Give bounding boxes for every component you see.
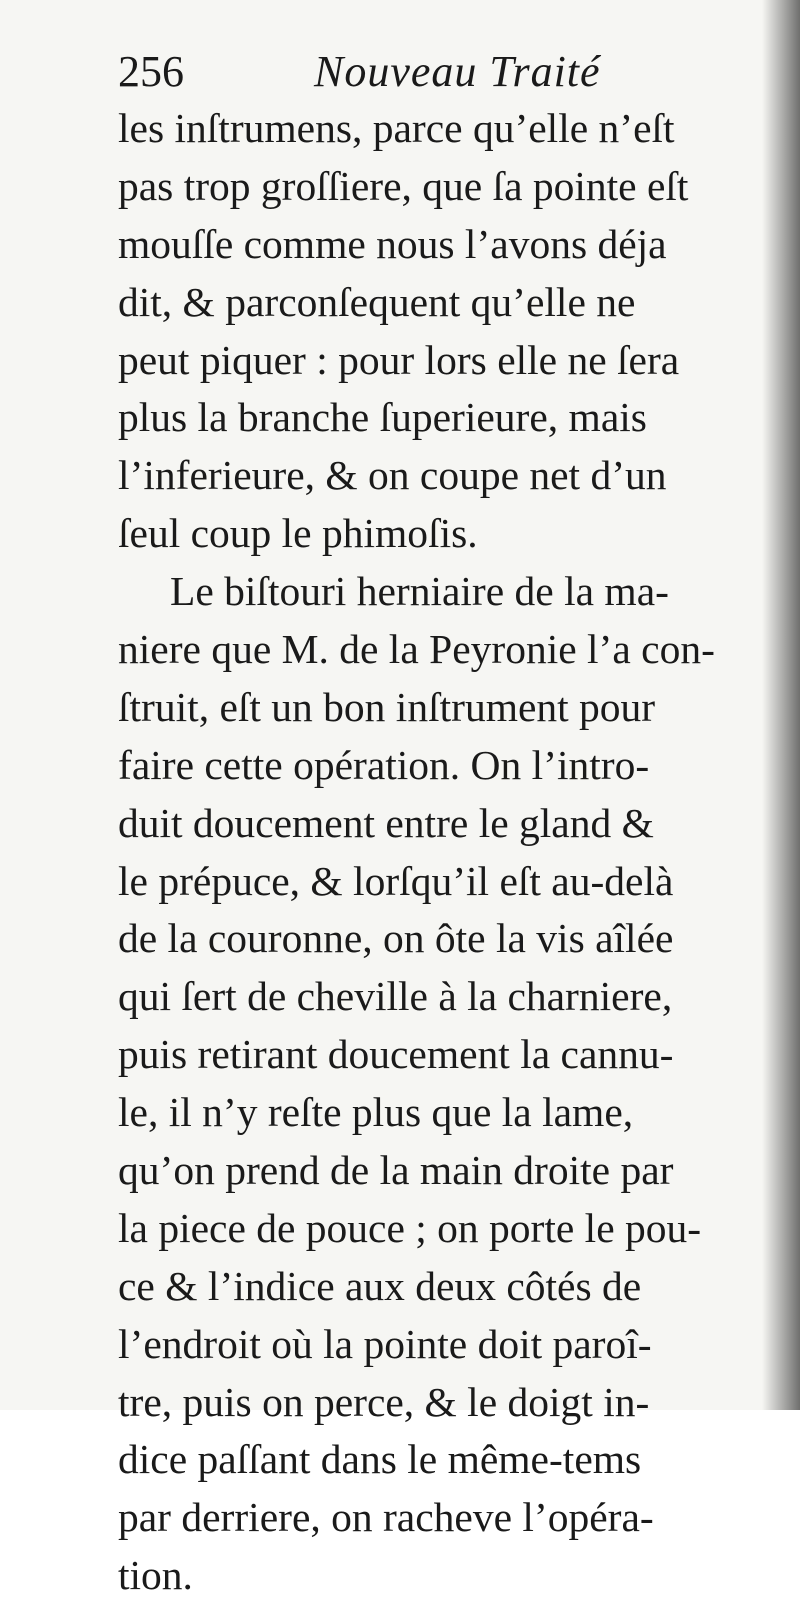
text-line: les inſtrumens, parce qu’elle n’eſt: [118, 105, 675, 151]
text-line: ce & l’indice aux deux côtés de: [118, 1262, 642, 1309]
page-header: [118, 42, 678, 102]
text-line: la piece de pouce ; on porte le pou-: [118, 1204, 702, 1251]
text-line: tion.: [118, 1552, 193, 1599]
text-line: dice paſſant dans le même-tems: [118, 1436, 642, 1483]
text-line: l’inferieure, & on coupe net d’un: [118, 452, 667, 499]
text-line: puis retirant doucement la cannu-: [118, 1031, 674, 1078]
text-line: ſeul coup le phimoſis.: [118, 510, 478, 557]
text-line: dit, & parconſequent qu’elle ne: [118, 278, 636, 325]
text-line: de la couronne, on ôte la vis aîlée: [118, 915, 674, 962]
text-line: le prépuce, & lorſqu’il eſt au-delà: [118, 857, 674, 904]
text-line: l’endroit où la pointe doit paroî-: [118, 1320, 652, 1367]
text-line: tre, puis on perce, & le doigt in-: [118, 1378, 650, 1425]
running-title: Nouveau Traité: [314, 47, 601, 96]
text-line: qu’on prend de la main droite par: [118, 1147, 674, 1194]
text-line: duit doucement entre le gland &: [118, 799, 654, 846]
text-line: faire cette opération. On l’intro-: [118, 741, 650, 788]
text-line: ſtruit, eſt un bon inſtrument pour: [118, 683, 656, 730]
text-line: plus la branche ſuperieure, mais: [118, 394, 647, 441]
text-line: le, il n’y reſte plus que la lame,: [118, 1089, 634, 1136]
page-number: 256: [118, 47, 184, 96]
body-text: [118, 100, 768, 1605]
text-line: par derriere, on racheve l’opéra-: [118, 1494, 654, 1541]
text-line: qui ſert de cheville à la charniere,: [118, 973, 673, 1020]
text-line: mouſſe comme nous l’avons déja: [118, 220, 667, 267]
text-line: pas trop groſſiere, que ſa pointe eſt: [118, 162, 689, 209]
text-line: niere que M. de la Peyronie l’a con-: [118, 626, 715, 673]
text-line: peut piquer : pour lors elle ne ſera: [118, 336, 680, 383]
paragraph-start-line: Le biſtouri herniaire de la ma-: [170, 568, 669, 615]
